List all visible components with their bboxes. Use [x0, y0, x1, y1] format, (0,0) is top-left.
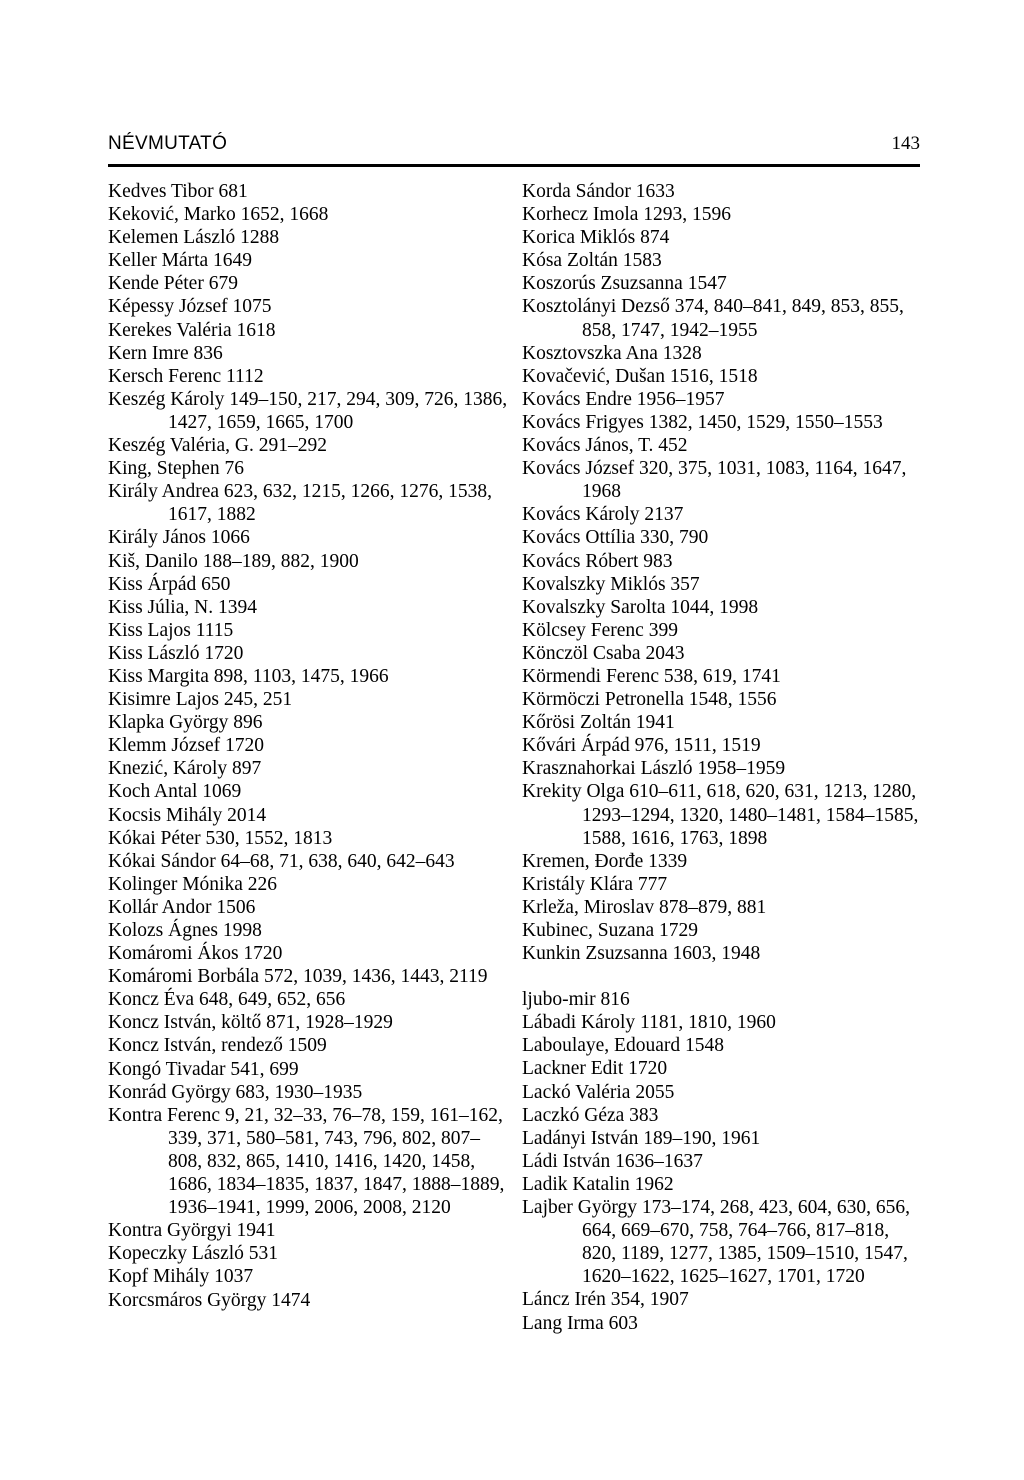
index-entry: Kocsis Mihály 2014	[108, 804, 267, 826]
index-entry: Komáromi Ákos 1720	[108, 943, 283, 965]
index-entry: Király János 1066	[108, 527, 250, 549]
index-entry: Kolozs Ágnes 1998	[108, 920, 262, 941]
index-entry: Korda Sándor 1633	[522, 181, 675, 202]
index-entry: Lang Irma 603	[522, 1312, 638, 1334]
index-entry: King, Stephen 76	[108, 458, 244, 480]
index-entry: Kovalszky Sarolta 1044, 1998	[522, 596, 759, 618]
index-entry: Király Andrea 623, 632, 1215, 1266, 1276, 1538, 1617, 1882	[108, 481, 493, 526]
index-entry: Képessy József 1075	[108, 296, 272, 318]
index-column-left	[108, 180, 508, 1312]
index-entry: Kontra Györgyi 1941	[108, 1220, 276, 1242]
index-entry: Kern Imre 836	[108, 342, 223, 364]
index-entry: Koszorús Zsuzsanna 1547	[522, 273, 727, 295]
index-entry: Kiss Árpád 650	[108, 573, 231, 595]
index-entry: Kovács Frigyes 1382, 1450, 1529, 1550–1553	[522, 411, 883, 433]
index-entry: Kopf Mihály 1037	[108, 1266, 254, 1288]
index-entry: Kovács Endre 1956–1957	[522, 388, 725, 410]
index-entry: Kolinger Mónika 226	[108, 873, 277, 895]
index-entry: Kovačević, Dušan 1516, 1518	[522, 365, 758, 387]
index-entry: Kosztolányi Dezső 374, 840–841, 849, 853, 855, 858, 1747, 1942–1955	[522, 296, 904, 341]
index-entry: Laboulaye, Edouard 1548	[522, 1035, 724, 1057]
index-entry: Lackner Edit 1720	[522, 1058, 668, 1080]
index-entry: Kollár Andor 1506	[108, 896, 256, 918]
index-entry: Kongó Tivadar 541, 699	[108, 1058, 299, 1080]
index-entry: Klemm József 1720	[108, 735, 264, 757]
index-entry: Kelemen László 1288	[108, 227, 280, 249]
index-column-right	[522, 180, 922, 1335]
index-entry: Keller Márta 1649	[108, 250, 253, 272]
index-entry: Kovács János, T. 452	[522, 435, 688, 457]
index-entry: Kiss Margita 898, 1103, 1475, 1966	[108, 665, 389, 687]
index-entry: Krleža, Miroslav 878–879, 881	[522, 896, 767, 918]
index-entry: Kovács Ottília 330, 790	[522, 527, 709, 549]
index-entry: Keković, Marko 1652, 1668	[108, 204, 329, 226]
index-entry: Korhecz Imola 1293, 1596	[522, 204, 732, 226]
index-entry: Kunkin Zsuzsanna 1603, 1948	[522, 943, 761, 965]
index-entry: Lackó Valéria 2055	[522, 1081, 675, 1103]
index-entry: Krekity Olga 610–611, 618, 620, 631, 1213, 1280, 1293–1294, 1320, 1480–1481, 1584–1585, 1588, 1616, 1763, 1898	[522, 781, 919, 849]
index-entry: Kovács Károly 2137	[522, 504, 684, 526]
index-entry: Láncz Irén 354, 1907	[522, 1289, 689, 1311]
index-entry: Kovács Róbert 983	[522, 550, 673, 572]
index-entry: Klapka György 896	[108, 712, 263, 734]
index-entry: Kontra Ferenc 9, 21, 32–33, 76–78, 159, 161–162, 339, 371, 580–581, 743, 796, 802, 807–808, 832, 865, 1410, 1416, 1420, 1458, 1686, 1834–1835, 1837, 1847, 1888–1889, 1936–1941, 1999, 2006, 2008, 2120	[108, 1104, 505, 1219]
index-entry: Laczkó Géza 383	[522, 1104, 659, 1126]
index-entry: Kedves Tibor 681	[108, 181, 248, 202]
index-entry: Kristály Klára 777	[522, 873, 668, 895]
index-entry: Kopeczky László 531	[108, 1243, 279, 1265]
page-header	[108, 133, 920, 155]
index-entry: Kovalszky Miklós 357	[522, 573, 700, 595]
index-entry: Kővári Árpád 976, 1511, 1519	[522, 735, 761, 757]
header-rule	[108, 164, 920, 167]
index-entry: Körmöczi Petronella 1548, 1556	[522, 689, 777, 711]
index-entry: Lábadi Károly 1181, 1810, 1960	[522, 1012, 776, 1034]
index-entry: Kersch Ferenc 1112	[108, 365, 264, 387]
index-entry: Kubinec, Suzana 1729	[522, 920, 698, 941]
index-entry: Kisimre Lajos 245, 251	[108, 689, 293, 711]
index-entry: Korcsmáros György 1474	[108, 1289, 311, 1311]
index-entry: ljubo-mir 816	[522, 989, 630, 1011]
index-entry: Kosztovszka Ana 1328	[522, 342, 702, 364]
index-entry: Koncz Éva 648, 649, 652, 656	[108, 989, 346, 1011]
index-entry: Konrád György 683, 1930–1935	[108, 1081, 363, 1103]
index-entry: Koncz István, költő 871, 1928–1929	[108, 1012, 393, 1034]
index-entry: Kölcsey Ferenc 399	[522, 619, 678, 641]
index-entry: Kiss László 1720	[108, 642, 244, 664]
index-entry: Keszég Valéria, G. 291–292	[108, 435, 327, 457]
index-entry: Könczöl Csaba 2043	[522, 642, 685, 664]
index-section-l	[522, 988, 922, 1334]
index-entry: Kőrösi Zoltán 1941	[522, 712, 675, 734]
index-entry: Kerekes Valéria 1618	[108, 319, 276, 341]
index-entry: Komáromi Borbála 572, 1039, 1436, 1443, 2119	[108, 966, 488, 988]
index-entry: Ladányi István 189–190, 1961	[522, 1127, 761, 1149]
index-entry: Koch Antal 1069	[108, 781, 242, 803]
index-entry: Koncz István, rendező 1509	[108, 1035, 327, 1057]
index-entry: Kovács József 320, 375, 1031, 1083, 1164, 1647, 1968	[522, 458, 907, 503]
section-gap	[522, 965, 922, 988]
index-entry: Krasznahorkai László 1958–1959	[522, 758, 786, 780]
index-entry: Kende Péter 679	[108, 273, 238, 295]
index-entry: Kókai Péter 530, 1552, 1813	[108, 827, 333, 849]
page-number: 143	[891, 133, 920, 154]
index-entry: Lajber György 173–174, 268, 423, 604, 630, 656, 664, 669–670, 758, 764–766, 817–818, 820, 1189, 1277, 1385, 1509–1510, 1547, 1620–1622, 1625–1627, 1701, 1720	[522, 1197, 910, 1288]
index-entry: Ladik Katalin 1962	[522, 1173, 674, 1195]
index-entry: Körmendi Ferenc 538, 619, 1741	[522, 665, 781, 687]
index-entry: Korica Miklós 874	[522, 227, 670, 249]
index-entry: Knezić, Károly 897	[108, 758, 262, 780]
index-entry: Kiss Júlia, N. 1394	[108, 596, 257, 618]
index-section-k	[522, 180, 922, 965]
index-entry: Kósa Zoltán 1583	[522, 250, 662, 272]
index-entry: Kókai Sándor 64–68, 71, 638, 640, 642–643	[108, 850, 455, 872]
index-entry: Ládi István 1636–1637	[522, 1150, 703, 1172]
index-entry: Kiss Lajos 1115	[108, 619, 234, 641]
running-title: NÉVMUTATÓ	[108, 133, 228, 154]
index-entry: Kremen, Đorđe 1339	[522, 850, 688, 872]
index-entry: Kiš, Danilo 188–189, 882, 1900	[108, 550, 359, 572]
index-entry: Keszég Károly 149–150, 217, 294, 309, 726, 1386, 1427, 1659, 1665, 1700	[108, 388, 508, 433]
